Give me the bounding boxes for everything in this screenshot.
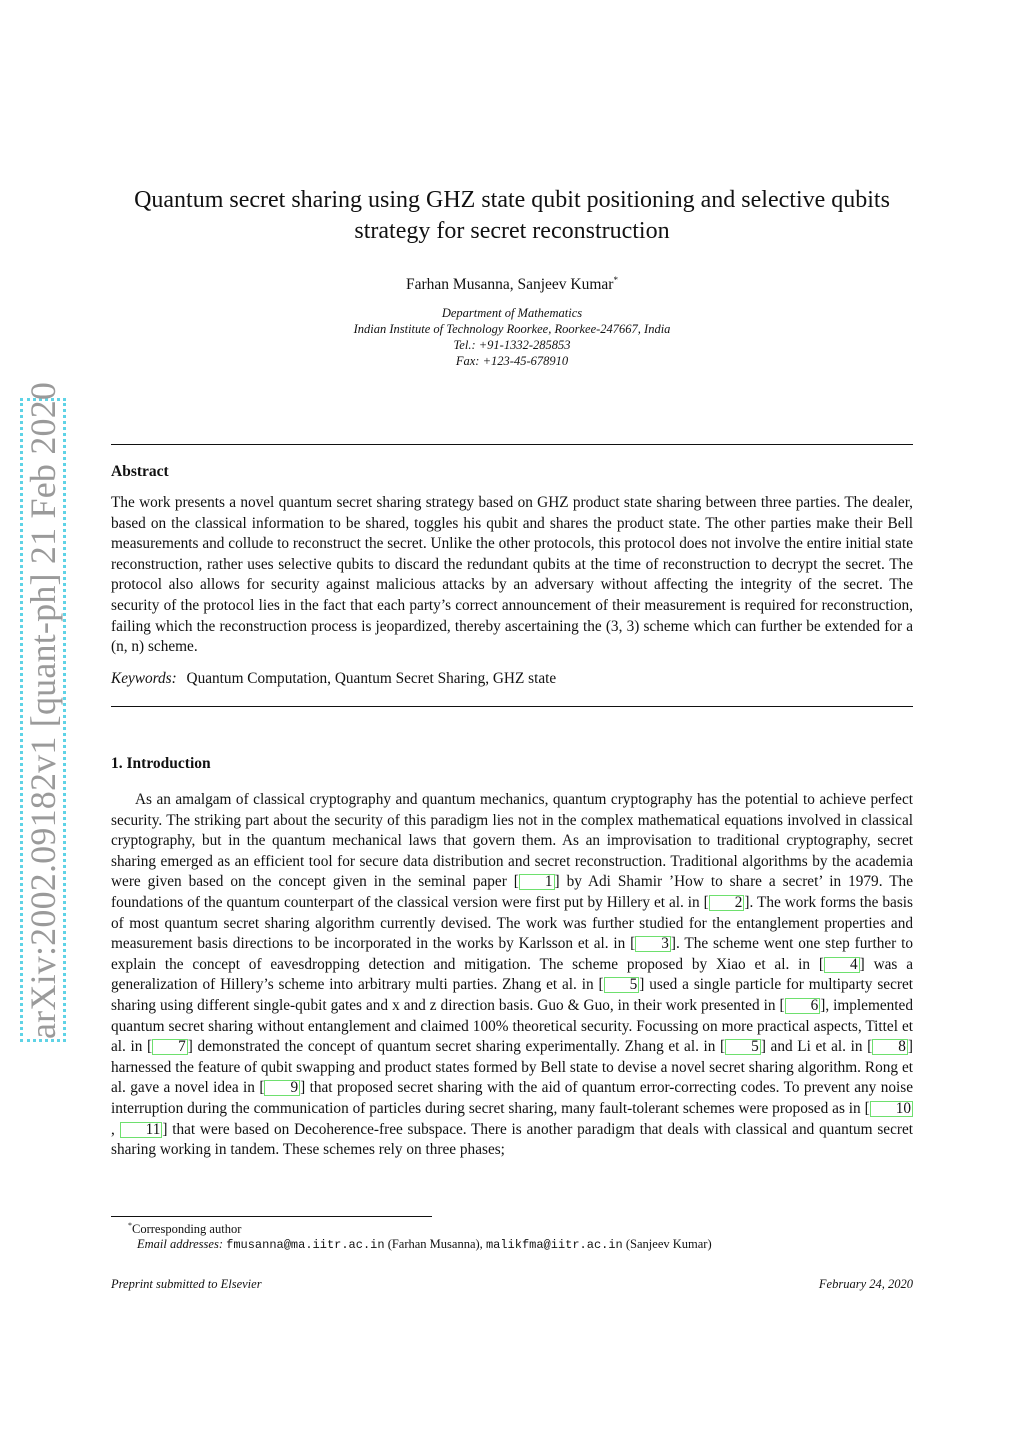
affiliation (111, 305, 913, 369)
citation-link[interactable]: 3 (635, 936, 671, 952)
keywords-label: Keywords: (111, 670, 177, 687)
affiliation-tel: Tel.: +91-1332-285853 (453, 338, 571, 352)
section-heading-introduction: 1. Introduction (111, 755, 211, 772)
intro-text-segment: ] harnessed the feature of qubit swapping and product states formed by Bell state to devise a novel secret sharing algorithm. Rong et al. gave a novel idea in [ (111, 1038, 913, 1097)
footnote-mark: * (128, 1221, 132, 1230)
abstract-text: The work presents a novel quantum secret sharing strategy based on GHZ product state sharing between three parties. The dealer, based on the classical information to be shared, toggles his qubit and shares the product state. The other parties make their Bell measurements and collude to reconstruct the secret. Unlike the other protocols, this protocol does not involve the entire initial state reconstruction, rather uses selective qubits to discard the redundant qubits at the time of reconstruction to decrypt the secret. The protocol also allows for security against malicious attacks by an adversary without affecting the integrity of the secret. The security of the protocol lies in the fact that each party’s correct announcement of their measurement is required for reconstruction, failing which the reconstruction process is jeopardized, thereby ascertaining the (3, 3) scheme which can further be extended for a (n, n) scheme. (111, 494, 913, 656)
email-link-1[interactable]: fmusanna@ma.iitr.ac.in (226, 1238, 385, 1252)
citation-link[interactable]: 5 (725, 1039, 761, 1055)
introduction-paragraph (111, 790, 913, 1161)
intro-text-segment: ] by Adi Shamir ’How to share a secret’ in 1979. The foundations of the quantum counterpart of the classical version were first put by Hillery et al. in [ (111, 873, 913, 911)
citation-link[interactable]: 1 (519, 874, 555, 890)
intro-text-segment: ] was a generalization of Hillery’s scheme into arbitrary multi parties. Zhang et al. in [ (111, 955, 913, 994)
affiliation-fax: Fax: +123-45-678910 (455, 354, 569, 368)
citation-link[interactable]: 9 (264, 1080, 300, 1096)
keywords-text: Quantum Computation, Quantum Secret Sharing, GHZ state (186, 670, 557, 687)
footnote-emails (137, 1237, 712, 1252)
intro-text-segment: ] demonstrated the concept of quantum secret sharing experimentally. Zhang et al. in [ (187, 1038, 726, 1056)
arxiv-stamp[interactable]: arXiv:2002.09182v1 [quant-ph] 21 Feb 2020 (23, 381, 63, 1039)
affiliation-institute: Indian Institute of Technology Roorkee, Roorkee-247667, India (353, 322, 671, 336)
email-link-2[interactable]: malikfma@iitr.ac.in (485, 1238, 623, 1252)
footnote-corresponding (128, 1221, 241, 1237)
citation-link[interactable]: 10 (870, 1101, 913, 1117)
footnote-rule (111, 1216, 432, 1217)
citation-link[interactable]: 6 (785, 998, 821, 1014)
email-name-1: (Farhan Musanna), (387, 1237, 483, 1251)
intro-text-segment: ]. The work forms the basis of most quantum secret sharing algorithm currently devised. The work was further studied for the entanglement properties and measurement basis directions to be incorporated in the works by Karlsson et al. in [ (111, 893, 914, 953)
citation-link[interactable]: 4 (824, 957, 860, 973)
footer-preprint: Preprint submitted to Elsevier (111, 1277, 262, 1291)
abstract-top-rule (111, 444, 913, 445)
email-name-2: (Sanjeev Kumar) (625, 1237, 712, 1251)
intro-text-segment: ]. The scheme went one step further to explain the concept of eavesdropping detection and mitigation. The scheme proposed by Xiao et al. in [ (111, 935, 913, 973)
author-mark: * (613, 275, 618, 285)
intro-text-segment: ] that were based on Decoherence-free subspace. There is another paradigm that deals with classical and quantum secret sharing working in tandem. These schemes rely on three phases; (111, 1120, 913, 1159)
keywords (111, 670, 556, 688)
intro-text-segment: , (111, 1120, 120, 1138)
intro-text-segment: ] and Li et al. in [ (760, 1038, 873, 1056)
intro-text-segment: ] used a single particle for multiparty secret sharing using different single-qubit gates and x and z direction basis. Guo & Guo, in their work presented in [ (111, 976, 913, 1014)
footnote-corresponding-text: Corresponding author (132, 1222, 242, 1237)
intro-text-segment: ], implemented quantum secret sharing without entanglement and claimed 100% theoretical security. Focussing on more practical aspects, Tittel et al. in [ (111, 996, 913, 1056)
affiliation-dept: Department of Mathematics (441, 306, 583, 320)
citation-link[interactable]: 8 (872, 1039, 908, 1055)
citation-link[interactable]: 11 (120, 1122, 163, 1138)
intro-text-segment: ] that proposed secret sharing with the aid of quantum error-correcting codes. To prevent any noise interruption during the communication of particles during secret sharing, many fault-tolerant schemes were proposed as in [ (111, 1079, 913, 1117)
authors (111, 275, 913, 294)
author-names: Farhan Musanna, Sanjeev Kumar (406, 276, 614, 294)
footer-date: February 24, 2020 (818, 1277, 913, 1291)
abstract-bottom-rule (111, 706, 913, 707)
paper-title: Quantum secret sharing using GHZ state qubit positioning and selective qubits strategy for secret reconstruction (134, 187, 890, 244)
email-label: Email addresses: (137, 1237, 223, 1251)
abstract-heading: Abstract (111, 463, 169, 480)
citation-link[interactable]: 2 (709, 895, 745, 911)
intro-text-segment: As an amalgam of classical cryptography and quantum mechanics, quantum cryptography has the potential to achieve perfect security. The striking part about the security of this paradigm lies not in the complex mathematical equations involved in classical cryptography, but in the quantum mechanical laws that govern them. As an improvisation to traditional cryptography, secret sharing emerged as an efficient tool for secure data distribution and secret reconstruction. Traditional algorithms by the academia were given based on the concept given in the seminal paper [ (111, 791, 913, 891)
citation-link[interactable]: 5 (604, 977, 640, 993)
citation-link[interactable]: 7 (152, 1039, 188, 1055)
